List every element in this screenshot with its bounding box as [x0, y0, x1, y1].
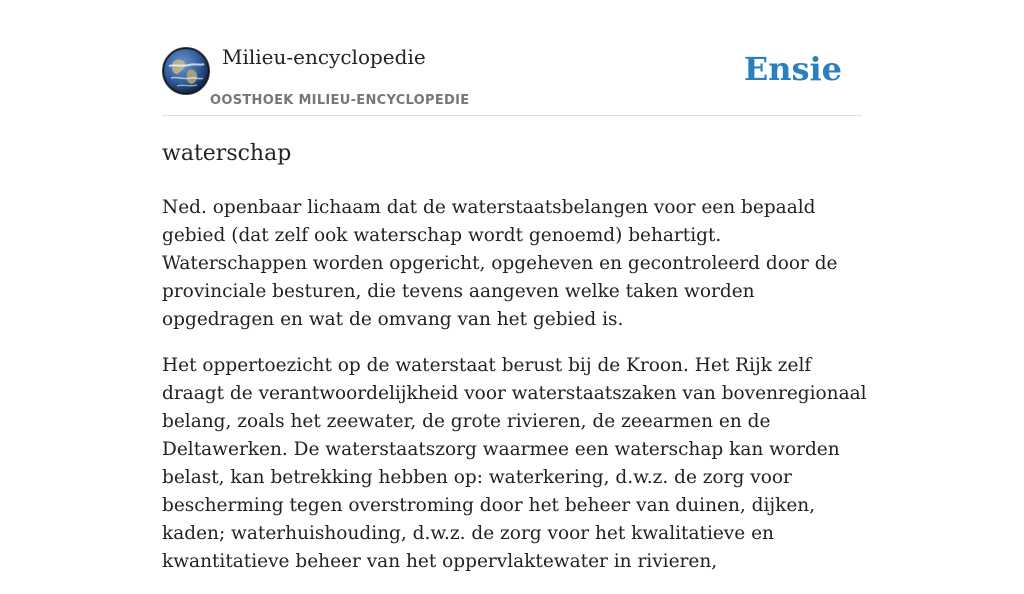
site-header [162, 0, 862, 116]
article-paragraph: Ned. openbaar lichaam dat de waterstaatsbelangen voor een bepaald gebied (dat zelf ook waterschap wordt genoemd) behartigt. Waterschappen worden opgericht, opgeheven en gecontroleerd door de provinciale besturen, die tevens aangeven welke taken worden opgedragen en wat de omvang van het gebied is. [162, 197, 838, 330]
site-subtitle: OOSTHOEK MILIEU-ENCYCLOPEDIE [210, 93, 470, 108]
article [162, 138, 867, 594]
site-title[interactable]: Milieu-encyclopedie [222, 45, 426, 69]
page-title: waterschap [162, 141, 292, 166]
earth-globe-icon[interactable] [162, 47, 210, 95]
brand-logo-link[interactable]: Ensie [743, 50, 842, 88]
article-paragraph: Het oppertoezicht op de waterstaat berust bij de Kroon. Het Rijk zelf draagt de verantwoordelijkheid voor waterstaatszaken van bovenregionaal belang, zoals het zeewater, de grote rivieren, de zeearmen en de Deltawerken. De waterstaatszorg waarmee een waterschap kan worden belast, kan betrekking hebben op: waterkering, d.w.z. de zorg voor bescherming tegen overstroming door het beheer van duinen, dijken, kaden; waterhuishouding, d.w.z. de zorg voor het kwalitatieve en kwantitatieve beheer van het oppervlaktewater in rivieren, [162, 355, 867, 572]
